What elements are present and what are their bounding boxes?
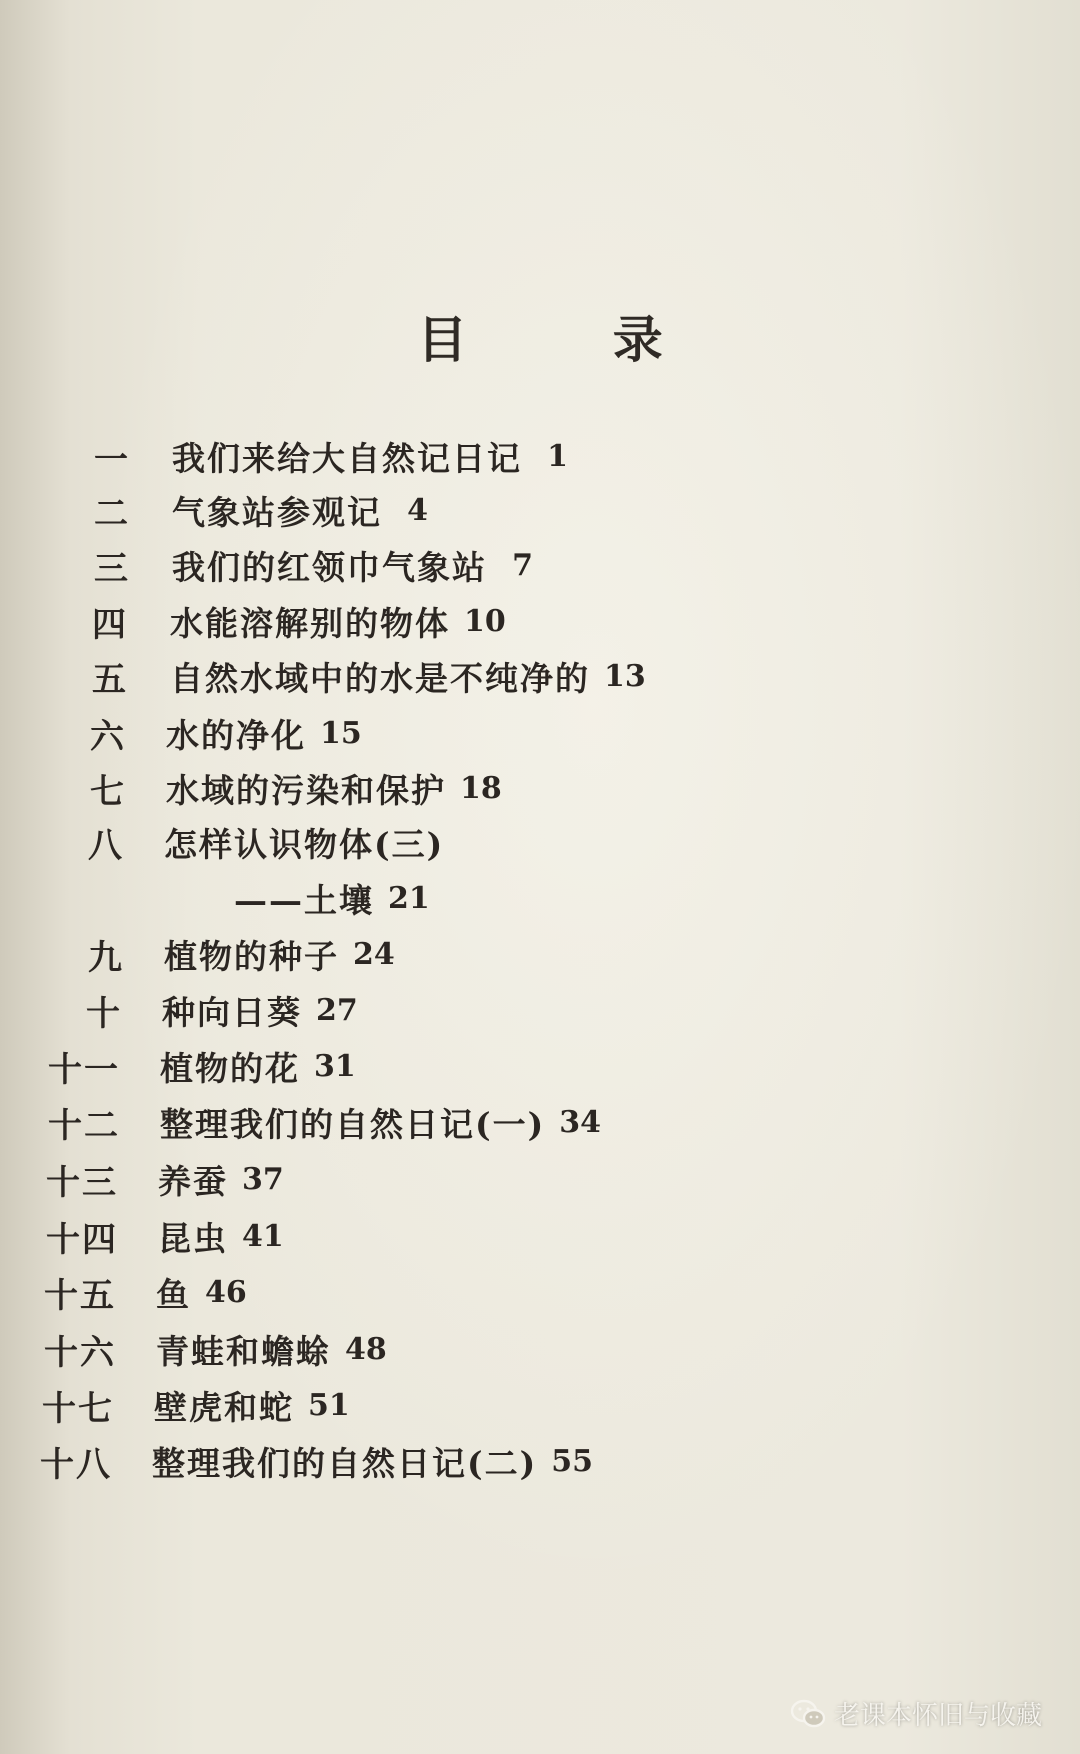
toc-subtitle: ——土壤 <box>234 880 374 920</box>
toc-title: 整理我们的自然日记(一) <box>160 1104 546 1144</box>
toc-number: 十 <box>86 993 122 1034</box>
watermark <box>790 1695 1042 1732</box>
toc-title: 鱼 <box>156 1274 191 1314</box>
wechat-icon <box>790 1699 826 1729</box>
toc-number: 十七 <box>42 1388 114 1429</box>
toc-page-number: 51 <box>308 1387 350 1423</box>
toc-number: 十一 <box>48 1049 120 1090</box>
toc-number: 十三 <box>46 1162 118 1203</box>
toc-page-number: 13 <box>604 658 646 694</box>
toc-number: 九 <box>88 937 124 978</box>
toc-number: 十二 <box>48 1105 120 1146</box>
toc-page-number: 34 <box>559 1104 601 1140</box>
toc-page-number: 4 <box>407 492 428 528</box>
toc-number: 六 <box>90 716 126 757</box>
toc-number: 四 <box>92 604 128 645</box>
toc-number: 一 <box>94 439 130 480</box>
toc-title: 昆虫 <box>158 1218 228 1258</box>
toc-page-number: 37 <box>242 1161 284 1197</box>
toc-title: 水能溶解别的物体 <box>170 603 450 643</box>
toc-title: 自然水域中的水是不纯净的 <box>170 658 590 698</box>
toc-number: 五 <box>92 659 128 700</box>
toc-page-number: 18 <box>460 770 502 806</box>
toc-page-number: 41 <box>242 1218 284 1254</box>
toc-title: 种向日葵 <box>162 992 302 1032</box>
toc-number: 十五 <box>44 1275 116 1316</box>
toc-page-number: 1 <box>547 438 568 474</box>
toc-page-number: 48 <box>345 1331 387 1367</box>
toc-title: 植物的种子 <box>164 936 339 976</box>
page-title: 目 录 <box>417 310 727 369</box>
toc-page-number: 27 <box>316 992 358 1028</box>
toc-page-number: 7 <box>512 547 533 583</box>
toc-title: 青蛙和蟾蜍 <box>156 1331 331 1371</box>
toc-title: 怎样认识物体(三) <box>164 824 445 864</box>
toc-page-number: 10 <box>464 603 506 639</box>
toc-number: 二 <box>94 493 130 534</box>
toc-page-number: 31 <box>314 1048 356 1084</box>
toc-page-number: 21 <box>388 880 430 916</box>
toc-number: 十六 <box>44 1332 116 1373</box>
toc-title: 气象站参观记 <box>172 492 382 532</box>
toc-title: 我们来给大自然记日记 <box>172 438 522 478</box>
toc-title: 水域的污染和保护 <box>166 770 446 810</box>
toc-page-number: 46 <box>205 1274 247 1310</box>
toc-page-number: 55 <box>551 1443 593 1479</box>
toc-title: 壁虎和蛇 <box>154 1387 294 1427</box>
toc-title: 我们的红领巾气象站 <box>172 547 487 587</box>
toc-number: 七 <box>90 771 126 812</box>
toc-title: 水的净化 <box>166 715 306 755</box>
watermark-text: 老课本怀旧与收藏 <box>833 1701 1042 1731</box>
toc-page-number: 15 <box>320 715 362 751</box>
toc-title: 养蚕 <box>158 1161 228 1201</box>
toc-page-number: 24 <box>353 936 395 972</box>
toc-title: 整理我们的自然日记(二) <box>152 1443 538 1483</box>
toc-number: 十四 <box>46 1219 118 1260</box>
toc-number: 三 <box>94 548 130 589</box>
toc-number: 八 <box>88 825 124 866</box>
toc-number: 十八 <box>40 1444 112 1485</box>
toc-title: 植物的花 <box>160 1048 300 1088</box>
